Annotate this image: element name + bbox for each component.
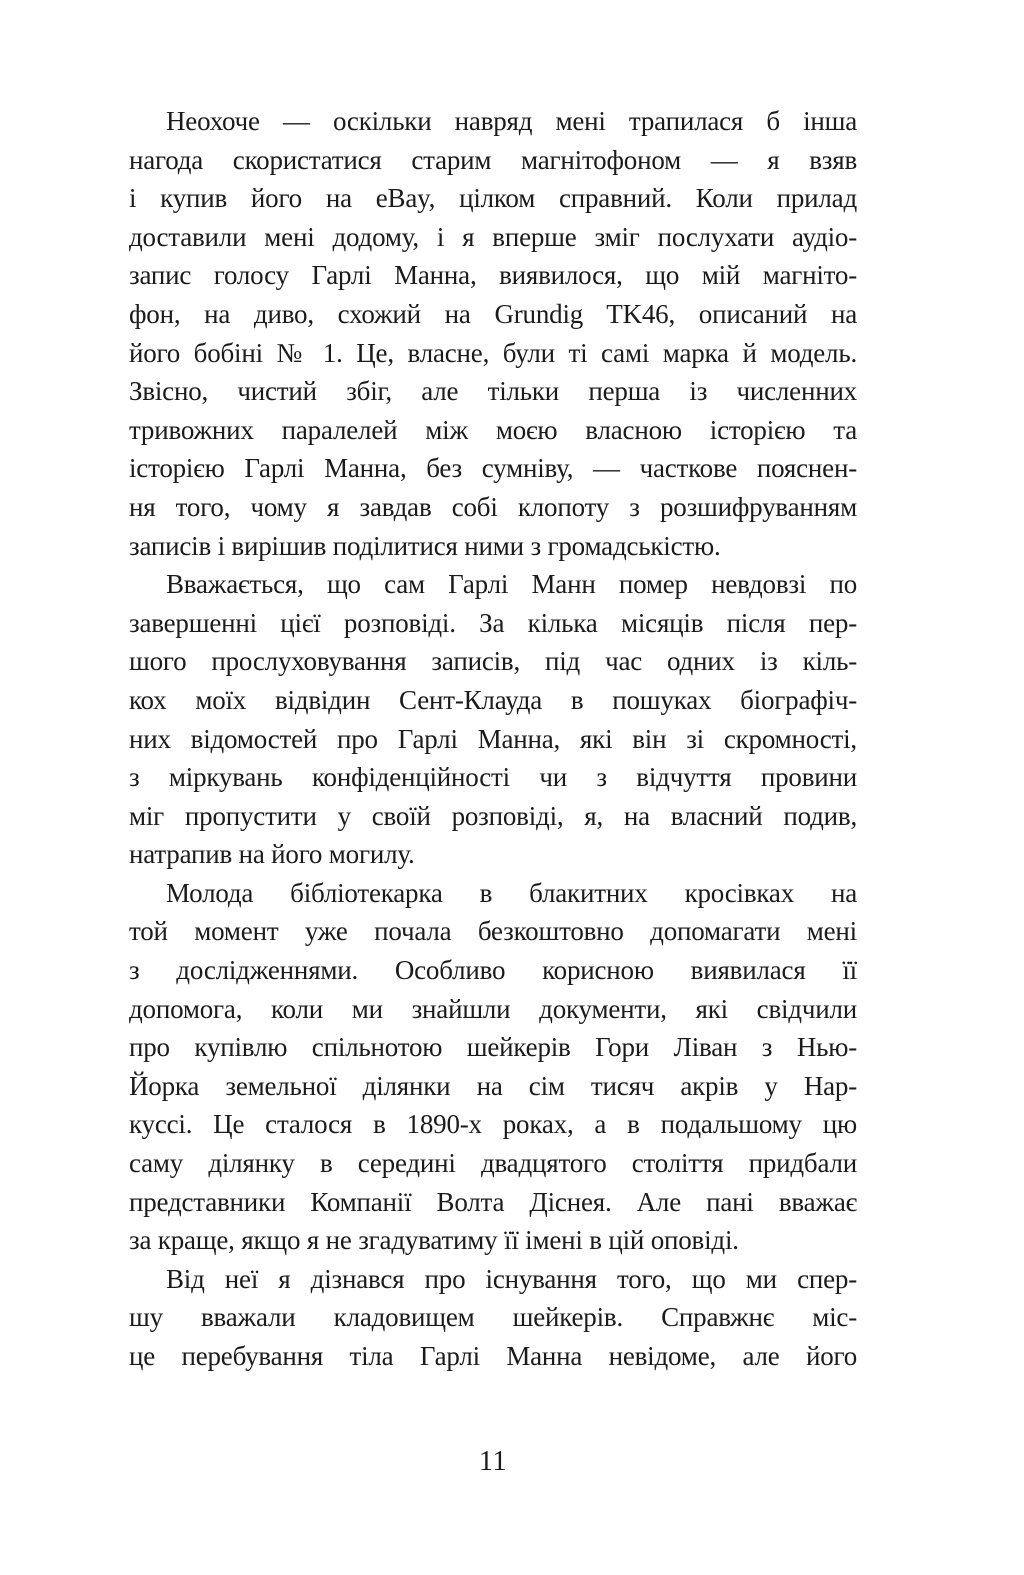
text-line: з міркувань конфіденційності чи з відчуття провини bbox=[129, 762, 857, 793]
text-line: історією Гарлі Манна, без сумніву, — часткове пояснен- bbox=[129, 453, 857, 484]
text-block bbox=[129, 102, 857, 1376]
paragraph bbox=[129, 102, 857, 565]
text-line: Неохоче — оскільки навряд мені трапилася б інша bbox=[166, 106, 857, 136]
text-line: записів і вирішив поділитися ними з громадськістю. bbox=[129, 530, 721, 561]
text-line: ня того, чому я завдав собі клопоту з розшифруванням bbox=[129, 491, 857, 522]
text-line: представники Компанії Волта Діснея. Але пані вважає bbox=[129, 1186, 857, 1217]
text-line: Вважається, що сам Гарлі Манн помер невдовзі по bbox=[166, 569, 857, 600]
text-line: і купив його на eBay, цілком справний. Коли прилад bbox=[129, 183, 857, 214]
text-line: це перебування тіла Гарлі Манна невідоме, але його bbox=[129, 1341, 857, 1371]
text-line: завершенні цієї розповіді. За кілька місяців після пер- bbox=[129, 607, 857, 638]
text-line: про купівлю спільнотою шейкерів Гори Ліван з Нью- bbox=[129, 1032, 857, 1063]
text-line: них відомостей про Гарлі Манна, які він зі скромності, bbox=[129, 723, 857, 754]
text-line: Від неї я дізнався про існування того, що ми спер- bbox=[166, 1263, 857, 1294]
text-line: за краще, якщо я не згадуватиму її імені в цій оповіді. bbox=[129, 1225, 739, 1256]
text-line: шу вважали кладовищем шейкерів. Справжнє міс- bbox=[129, 1302, 857, 1333]
text-line: тривожних паралелей між моєю власною історією та bbox=[129, 414, 857, 445]
text-line: доставили мені додому, і я вперше зміг послухати аудіо- bbox=[129, 221, 857, 252]
text-line: кох моїх відвідин Сент-Клауда в пошуках біографіч- bbox=[129, 684, 857, 715]
text-line: Молода бібліотекарка в блакитних кросівках на bbox=[166, 877, 857, 908]
text-line: фон, на диво, схожий на Grundig TK46, описаний на bbox=[129, 298, 857, 329]
paragraph bbox=[129, 1260, 857, 1376]
text-line: Звісно, чистий збіг, але тільки перша із численних bbox=[129, 376, 857, 407]
text-line: саму ділянку в середині двадцятого століття придбали bbox=[129, 1148, 857, 1179]
paragraph bbox=[129, 565, 857, 874]
paragraph bbox=[129, 874, 857, 1260]
page-number: 11 bbox=[479, 1446, 507, 1477]
text-line: куссі. Це сталося в 1890-х роках, а в подальшому цю bbox=[129, 1109, 857, 1140]
text-line: його бобіні № 1. Це, власне, були ті самі марка й модель. bbox=[129, 337, 857, 368]
text-line: запис голосу Гарлі Манна, виявилося, що мій магніто- bbox=[129, 260, 857, 291]
text-line: нагода скористатися старим магнітофоном — я взяв bbox=[129, 144, 857, 175]
text-line: Йорка земельної ділянки на сім тисяч акрів у Нар- bbox=[129, 1070, 857, 1101]
text-line: натрапив на його могилу. bbox=[129, 839, 415, 870]
text-line: допомога, коли ми знайшли документи, які свідчили bbox=[129, 993, 857, 1024]
text-line: з дослідженнями. Особливо корисною виявилася її bbox=[129, 955, 857, 986]
text-line: шого прослуховування записів, під час одних із кіль- bbox=[129, 646, 857, 677]
text-line: міг пропустити у своїй розповіді, я, на власний подив, bbox=[129, 800, 857, 831]
text-line: той момент уже почала безкоштовно допомагати мені bbox=[129, 916, 857, 947]
